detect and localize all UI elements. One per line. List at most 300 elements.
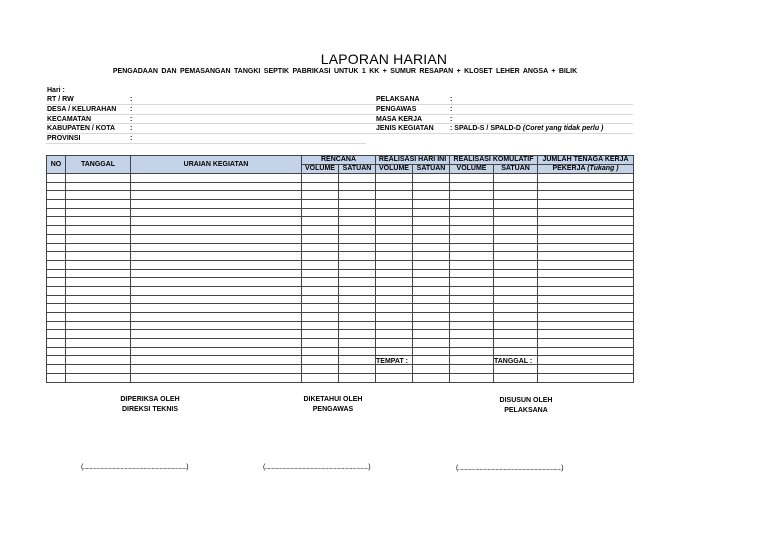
tanggal-label: TANGGAL : (494, 358, 533, 365)
col-no: NO (47, 156, 66, 174)
table-cell[interactable] (450, 365, 494, 374)
table-cell[interactable] (376, 321, 413, 330)
jenis-kegiatan-options: : SPALD-S / SPALD-D (450, 125, 521, 132)
signature-pengawas-line1: DIKETAHUI OLEH (303, 396, 363, 403)
table-cell[interactable] (450, 260, 494, 269)
table-row (47, 226, 634, 235)
table-cell[interactable] (538, 313, 634, 322)
table-cell[interactable] (538, 321, 634, 330)
signature-pelaksana-line2: PELAKSANA (504, 407, 548, 414)
table-cell[interactable] (47, 260, 66, 269)
table-cell[interactable] (47, 339, 66, 348)
table-cell[interactable] (413, 217, 450, 226)
table-cell[interactable] (413, 321, 450, 330)
table-cell[interactable] (339, 252, 376, 261)
table-cell[interactable] (302, 252, 339, 261)
table-cell[interactable] (450, 226, 494, 235)
table-cell[interactable] (413, 191, 450, 200)
table-cell[interactable] (66, 200, 131, 209)
table-cell[interactable] (47, 356, 66, 365)
pelaksana-sep: : (450, 96, 453, 103)
table-cell[interactable] (450, 373, 494, 382)
table-cell[interactable] (47, 321, 66, 330)
table-cell[interactable] (538, 278, 634, 287)
table-cell[interactable] (302, 182, 339, 191)
table-cell[interactable] (494, 234, 538, 243)
table-cell[interactable] (413, 286, 450, 295)
table-cell[interactable] (376, 217, 413, 226)
table-cell[interactable] (131, 347, 302, 356)
table-cell[interactable] (131, 304, 302, 313)
table-cell[interactable] (494, 313, 538, 322)
table-cell[interactable] (494, 182, 538, 191)
table-cell[interactable] (302, 313, 339, 322)
table-cell[interactable] (302, 365, 339, 374)
table-cell[interactable] (538, 365, 634, 374)
table-cell[interactable] (47, 234, 66, 243)
table-cell[interactable] (538, 226, 634, 235)
table-cell[interactable] (302, 347, 339, 356)
pengawas-label: PENGAWAS (376, 106, 417, 113)
report-table (46, 155, 634, 383)
table-cell[interactable] (47, 313, 66, 322)
table-cell[interactable] (450, 347, 494, 356)
rt-rw-sep: : (130, 96, 133, 103)
table-cell[interactable] (131, 191, 302, 200)
table-cell[interactable] (376, 208, 413, 217)
table-cell[interactable] (538, 347, 634, 356)
table-cell[interactable] (339, 356, 376, 365)
table-cell[interactable] (131, 365, 302, 374)
table-cell[interactable] (47, 252, 66, 261)
table-cell[interactable] (494, 365, 538, 374)
table-cell[interactable] (413, 252, 450, 261)
table-cell[interactable] (376, 278, 413, 287)
table-cell[interactable] (538, 286, 634, 295)
table-cell[interactable] (450, 330, 494, 339)
table-cell[interactable] (66, 295, 131, 304)
table-cell[interactable] (47, 304, 66, 313)
table-cell[interactable] (131, 295, 302, 304)
table-cell[interactable] (376, 200, 413, 209)
table-cell[interactable] (302, 191, 339, 200)
sub-satuan: SATUAN (494, 165, 538, 174)
table-cell[interactable] (494, 304, 538, 313)
table-cell[interactable] (47, 243, 66, 252)
sub-volume: VOLUME (376, 165, 413, 174)
table-cell[interactable] (302, 243, 339, 252)
table-cell[interactable] (376, 313, 413, 322)
table-cell[interactable] (302, 286, 339, 295)
table-cell[interactable] (413, 330, 450, 339)
group-realisasi-kom: REALISASI KOMULATIF (450, 156, 538, 165)
sub-tukang-label: (Tukang ) (587, 165, 619, 172)
table-row (47, 252, 634, 261)
signature-pelaksana-dots: (.............................................................................) (456, 465, 564, 472)
table-cell[interactable] (450, 200, 494, 209)
table-cell[interactable] (538, 304, 634, 313)
table-cell[interactable] (47, 295, 66, 304)
masa-kerja-label: MASA KERJA (376, 116, 423, 123)
table-cell[interactable] (413, 365, 450, 374)
table-cell[interactable] (538, 269, 634, 278)
signature-direksi-line2: DIREKSI TEKNIS (121, 406, 178, 413)
table-cell[interactable] (450, 269, 494, 278)
table-cell[interactable] (376, 304, 413, 313)
table-cell[interactable] (494, 252, 538, 261)
table-cell[interactable] (47, 217, 66, 226)
table-cell[interactable] (376, 191, 413, 200)
table-cell[interactable] (413, 278, 450, 287)
table-cell[interactable] (538, 208, 634, 217)
table-cell[interactable] (47, 365, 66, 374)
table-cell[interactable] (376, 260, 413, 269)
pengawas-sep: : (450, 106, 453, 113)
table-cell[interactable] (66, 373, 131, 382)
table-row (47, 330, 634, 339)
table-cell[interactable] (494, 217, 538, 226)
table-cell[interactable] (450, 191, 494, 200)
table-cell[interactable] (450, 208, 494, 217)
table-cell[interactable] (131, 339, 302, 348)
table-cell[interactable] (131, 260, 302, 269)
page-subtitle: PENGADAAN DAN PEMASANGAN TANGKI SEPTIK PABRIKASI UNTUK 1 KK + SUMUR RESAPAN + KLOSET LEHER ANGSA + BILIK (112, 68, 578, 75)
table-cell[interactable] (450, 339, 494, 348)
table-cell[interactable] (494, 226, 538, 235)
table-cell[interactable] (376, 174, 413, 183)
table-cell[interactable] (376, 295, 413, 304)
table-cell[interactable] (413, 200, 450, 209)
table-cell[interactable] (538, 295, 634, 304)
sub-volume: VOLUME (302, 165, 339, 174)
table-cell[interactable] (413, 208, 450, 217)
table-row (47, 313, 634, 322)
table-cell[interactable] (413, 234, 450, 243)
sub-volume: VOLUME (450, 165, 494, 174)
kecamatan-sep: : (130, 116, 133, 123)
table-cell[interactable] (47, 330, 66, 339)
table-cell[interactable] (376, 373, 413, 382)
table-cell[interactable] (376, 252, 413, 261)
table-cell[interactable] (66, 182, 131, 191)
table-row (47, 347, 634, 356)
table-cell[interactable] (302, 295, 339, 304)
table-cell[interactable] (494, 200, 538, 209)
table-cell[interactable] (47, 182, 66, 191)
table-cell[interactable] (131, 252, 302, 261)
table-cell[interactable] (66, 243, 131, 252)
table-cell[interactable] (339, 208, 376, 217)
table-cell[interactable] (66, 252, 131, 261)
table-cell[interactable] (47, 191, 66, 200)
table-cell[interactable] (339, 373, 376, 382)
signature-pengawas (283, 395, 383, 415)
table-cell[interactable] (376, 330, 413, 339)
table-cell[interactable] (66, 174, 131, 183)
table-cell[interactable] (66, 321, 131, 330)
table-cell[interactable] (302, 356, 339, 365)
table-cell[interactable] (494, 243, 538, 252)
table-cell[interactable] (494, 208, 538, 217)
table-cell[interactable] (538, 330, 634, 339)
table-cell[interactable] (66, 347, 131, 356)
info-line (46, 104, 633, 105)
table-cell[interactable] (47, 373, 66, 382)
table-cell[interactable] (450, 217, 494, 226)
table-cell[interactable] (47, 174, 66, 183)
table-cell[interactable] (47, 208, 66, 217)
table-cell[interactable] (339, 278, 376, 287)
table-cell[interactable] (66, 356, 131, 365)
table-cell[interactable] (494, 295, 538, 304)
table-cell[interactable] (131, 278, 302, 287)
tempat-label: TEMPAT : (376, 358, 409, 365)
table-cell[interactable] (66, 365, 131, 374)
rt-rw-label: RT / RW (47, 96, 74, 103)
table-cell[interactable] (413, 295, 450, 304)
group-rencana: RENCANA (302, 156, 376, 165)
table-cell[interactable] (66, 304, 131, 313)
table-cell[interactable] (538, 339, 634, 348)
table-cell[interactable] (413, 356, 450, 365)
table-cell[interactable] (339, 295, 376, 304)
table-cell[interactable] (538, 217, 634, 226)
table-cell[interactable] (339, 200, 376, 209)
table-cell[interactable] (66, 226, 131, 235)
table-cell[interactable] (450, 356, 494, 365)
table-cell[interactable] (131, 313, 302, 322)
masa-kerja-sep: : (450, 116, 453, 123)
table-cell[interactable] (413, 304, 450, 313)
table-cell[interactable] (131, 330, 302, 339)
table-cell[interactable] (538, 182, 634, 191)
table-cell[interactable] (538, 356, 634, 365)
table-cell[interactable] (66, 313, 131, 322)
kecamatan-label: KECAMATAN (47, 116, 92, 123)
table-cell[interactable] (494, 191, 538, 200)
table-cell[interactable] (66, 217, 131, 226)
table-cell[interactable] (376, 226, 413, 235)
table-cell[interactable] (302, 226, 339, 235)
table-cell[interactable] (302, 260, 339, 269)
table-cell[interactable] (131, 286, 302, 295)
table-cell[interactable] (339, 339, 376, 348)
table-cell[interactable] (450, 278, 494, 287)
page-title: LAPORAN HARIAN (320, 51, 448, 67)
table-cell[interactable] (494, 174, 538, 183)
table-cell[interactable] (339, 304, 376, 313)
table-cell[interactable] (131, 243, 302, 252)
table-cell[interactable] (131, 269, 302, 278)
table-cell[interactable] (494, 321, 538, 330)
signature-pelaksana (476, 396, 576, 416)
table-cell[interactable] (376, 365, 413, 374)
table-cell[interactable] (131, 226, 302, 235)
table-cell[interactable] (47, 286, 66, 295)
table-cell[interactable] (131, 217, 302, 226)
table-cell[interactable] (413, 243, 450, 252)
table-cell[interactable] (302, 200, 339, 209)
table-cell[interactable] (538, 243, 634, 252)
table-cell[interactable] (413, 260, 450, 269)
table-cell[interactable] (413, 373, 450, 382)
signature-direksi-line1: DIPERIKSA OLEH (120, 396, 180, 403)
jenis-kegiatan-label: JENIS KEGIATAN (376, 125, 434, 132)
table-cell[interactable] (131, 321, 302, 330)
table-cell[interactable] (47, 226, 66, 235)
info-line (46, 143, 366, 144)
table-cell[interactable] (131, 234, 302, 243)
table-cell[interactable] (302, 339, 339, 348)
table-cell[interactable] (47, 278, 66, 287)
table-cell[interactable] (339, 234, 376, 243)
table-cell[interactable] (339, 330, 376, 339)
table-cell[interactable] (450, 304, 494, 313)
table-cell[interactable] (538, 191, 634, 200)
table-cell[interactable] (450, 321, 494, 330)
table-cell[interactable] (302, 373, 339, 382)
provinsi-label: PROVINSI (47, 135, 81, 142)
table-cell[interactable] (494, 373, 538, 382)
table-cell[interactable] (302, 330, 339, 339)
table-cell[interactable] (494, 330, 538, 339)
sub-satuan: SATUAN (339, 165, 376, 174)
kabupaten-sep: : (130, 125, 133, 132)
table-row (47, 356, 634, 365)
pelaksana-label: PELAKSANA (376, 96, 420, 103)
table-cell[interactable] (339, 182, 376, 191)
table-cell[interactable] (339, 174, 376, 183)
table-cell[interactable] (131, 174, 302, 183)
table-cell[interactable] (413, 269, 450, 278)
table-cell[interactable] (302, 304, 339, 313)
kabupaten-label: KABUPATEN / KOTA (47, 125, 116, 132)
table-cell[interactable] (47, 269, 66, 278)
table-cell[interactable] (339, 365, 376, 374)
table-cell[interactable] (131, 208, 302, 217)
table-cell[interactable] (339, 321, 376, 330)
table-cell[interactable] (538, 373, 634, 382)
table-cell[interactable] (302, 234, 339, 243)
table-row (47, 269, 634, 278)
table-cell[interactable] (450, 295, 494, 304)
table-cell[interactable] (339, 191, 376, 200)
table-row (47, 321, 634, 330)
table-cell[interactable] (131, 373, 302, 382)
table-cell[interactable] (450, 286, 494, 295)
table-cell[interactable] (376, 234, 413, 243)
table-cell[interactable] (339, 260, 376, 269)
table-cell[interactable] (538, 234, 634, 243)
table-cell[interactable] (302, 321, 339, 330)
table-cell[interactable] (339, 347, 376, 356)
table-cell[interactable] (538, 174, 634, 183)
table-cell[interactable] (376, 243, 413, 252)
table-cell[interactable] (131, 200, 302, 209)
table-row (47, 234, 634, 243)
table-cell[interactable] (413, 347, 450, 356)
table-cell[interactable] (66, 330, 131, 339)
table-cell[interactable] (66, 339, 131, 348)
table-cell[interactable] (302, 217, 339, 226)
table-cell[interactable] (494, 339, 538, 348)
table-cell[interactable] (376, 286, 413, 295)
table-cell[interactable] (413, 174, 450, 183)
table-cell[interactable] (339, 269, 376, 278)
table-cell[interactable] (494, 260, 538, 269)
col-uraian: URAIAN KEGIATAN (131, 156, 302, 174)
table-cell[interactable] (376, 269, 413, 278)
table-cell[interactable] (494, 347, 538, 356)
table-cell[interactable] (450, 182, 494, 191)
table-row (47, 243, 634, 252)
table-cell[interactable] (66, 286, 131, 295)
table-cell[interactable] (494, 269, 538, 278)
table-cell[interactable] (302, 174, 339, 183)
table-cell[interactable] (339, 217, 376, 226)
table-cell[interactable] (47, 347, 66, 356)
table-cell[interactable] (376, 339, 413, 348)
signature-pengawas-dots: (.............................................................................) (263, 464, 371, 471)
table-cell[interactable] (413, 313, 450, 322)
table-body (47, 174, 634, 383)
table-cell[interactable] (66, 269, 131, 278)
table-cell[interactable] (302, 278, 339, 287)
table-cell[interactable] (339, 313, 376, 322)
table-row (47, 200, 634, 209)
table-cell[interactable] (450, 252, 494, 261)
table-cell[interactable] (450, 174, 494, 183)
info-line (46, 133, 633, 134)
table-cell[interactable] (538, 260, 634, 269)
table-cell[interactable] (413, 339, 450, 348)
table-cell[interactable] (450, 313, 494, 322)
table-cell[interactable] (131, 182, 302, 191)
table-cell[interactable] (66, 234, 131, 243)
table-row (47, 182, 634, 191)
table-cell[interactable] (376, 347, 413, 356)
table-cell[interactable] (538, 200, 634, 209)
table-cell[interactable] (66, 278, 131, 287)
table-cell[interactable] (450, 243, 494, 252)
table-row (47, 286, 634, 295)
table-cell[interactable] (413, 182, 450, 191)
table-row (47, 304, 634, 313)
table-cell[interactable] (376, 182, 413, 191)
table-row (47, 365, 634, 374)
table-row (47, 174, 634, 183)
table-cell[interactable] (494, 286, 538, 295)
jenis-kegiatan-value (450, 125, 603, 132)
sub-pekerja (538, 165, 634, 174)
table-cell[interactable] (494, 278, 538, 287)
table-cell[interactable] (450, 234, 494, 243)
table-cell[interactable] (66, 260, 131, 269)
table-cell[interactable] (339, 243, 376, 252)
table-cell[interactable] (339, 286, 376, 295)
table-cell[interactable] (302, 208, 339, 217)
table-cell[interactable] (131, 356, 302, 365)
table-cell[interactable] (66, 191, 131, 200)
table-row (47, 260, 634, 269)
table-cell[interactable] (47, 200, 66, 209)
table-cell[interactable] (538, 252, 634, 261)
table-cell[interactable] (413, 226, 450, 235)
table-cell[interactable] (339, 226, 376, 235)
table-cell[interactable] (66, 208, 131, 217)
signature-pelaksana-line1: DISUSUN OLEH (499, 397, 553, 404)
table-cell[interactable] (302, 269, 339, 278)
